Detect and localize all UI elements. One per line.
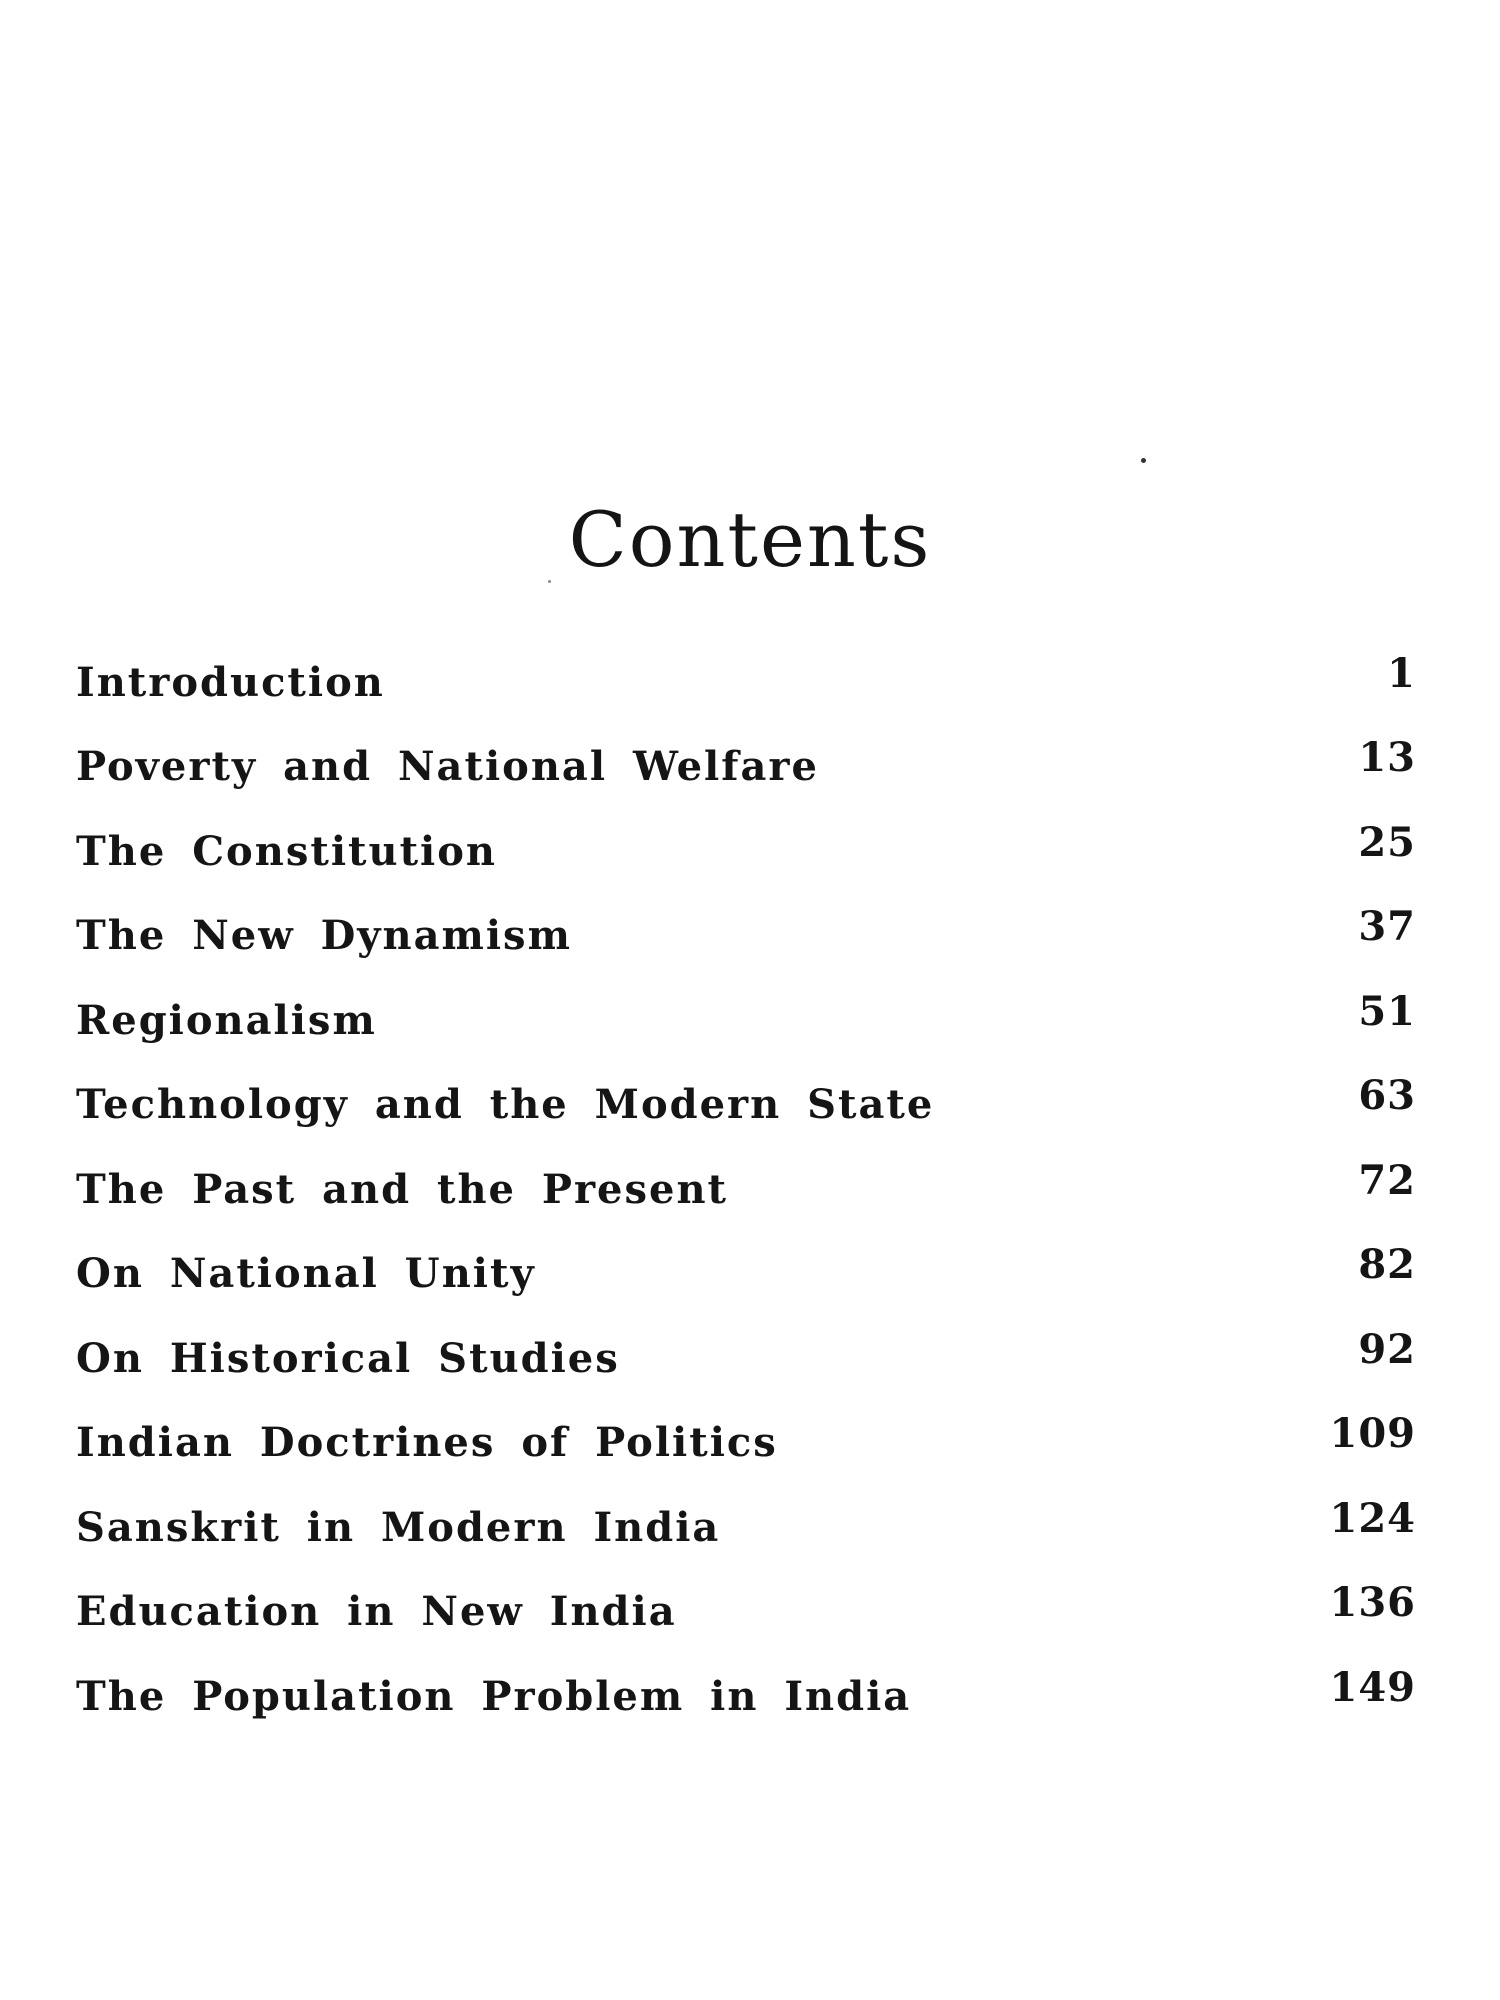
toc-entry-title: The New Dynamism [76, 912, 572, 960]
toc-entry [76, 978, 1416, 1063]
toc-entry [76, 1401, 1416, 1486]
toc-entry [76, 1570, 1416, 1655]
toc-entry-title: Technology and the Modern State [76, 1081, 935, 1129]
toc-entry [76, 1232, 1416, 1317]
toc-entry-title: Education in New India [76, 1588, 677, 1636]
ink-speck [1141, 458, 1146, 463]
toc-entry-page: 82 [1358, 1241, 1416, 1289]
toc-entry-page: 136 [1329, 1579, 1416, 1627]
toc-entry-page: 109 [1329, 1410, 1416, 1458]
toc-entry-title: Sanskrit in Modern India [76, 1503, 721, 1551]
toc-entry-title: Indian Doctrines of Politics [76, 1419, 778, 1467]
toc-entry-page: 92 [1358, 1325, 1416, 1373]
toc-entry-page: 149 [1329, 1663, 1416, 1711]
toc-entry [76, 640, 1416, 725]
contents-heading: Contents [568, 495, 932, 584]
toc-entry [76, 1654, 1416, 1739]
toc-entry-page: 51 [1358, 987, 1416, 1035]
toc-entry [76, 894, 1416, 979]
toc-entry-page: 25 [1358, 818, 1416, 866]
toc-entry-page: 13 [1358, 734, 1416, 782]
toc-entry-title: Poverty and National Welfare [76, 743, 819, 791]
toc-entry-page: 1 [1387, 649, 1416, 697]
toc-entry-page: 37 [1358, 903, 1416, 951]
toc-entry-title: On National Unity [76, 1250, 536, 1298]
toc-entry-page: 124 [1329, 1494, 1416, 1542]
toc-entry [76, 1316, 1416, 1401]
toc-entry-title: The Constitution [76, 827, 498, 875]
toc-entry-title: The Population Problem in India [76, 1672, 912, 1720]
toc-entry-title: Regionalism [76, 996, 377, 1044]
toc-entry-title: Introduction [76, 658, 385, 706]
toc-entry-title: The Past and the Present [76, 1165, 729, 1213]
toc-entry [76, 809, 1416, 894]
toc-entry-title: On Historical Studies [76, 1334, 620, 1382]
toc-entry-page: 72 [1358, 1156, 1416, 1204]
toc-entry-page: 63 [1358, 1072, 1416, 1120]
toc-entry [76, 1485, 1416, 1570]
toc-entry [76, 1063, 1416, 1148]
toc-entry [76, 1147, 1416, 1232]
table-of-contents [76, 640, 1416, 1739]
toc-entry [76, 725, 1416, 810]
